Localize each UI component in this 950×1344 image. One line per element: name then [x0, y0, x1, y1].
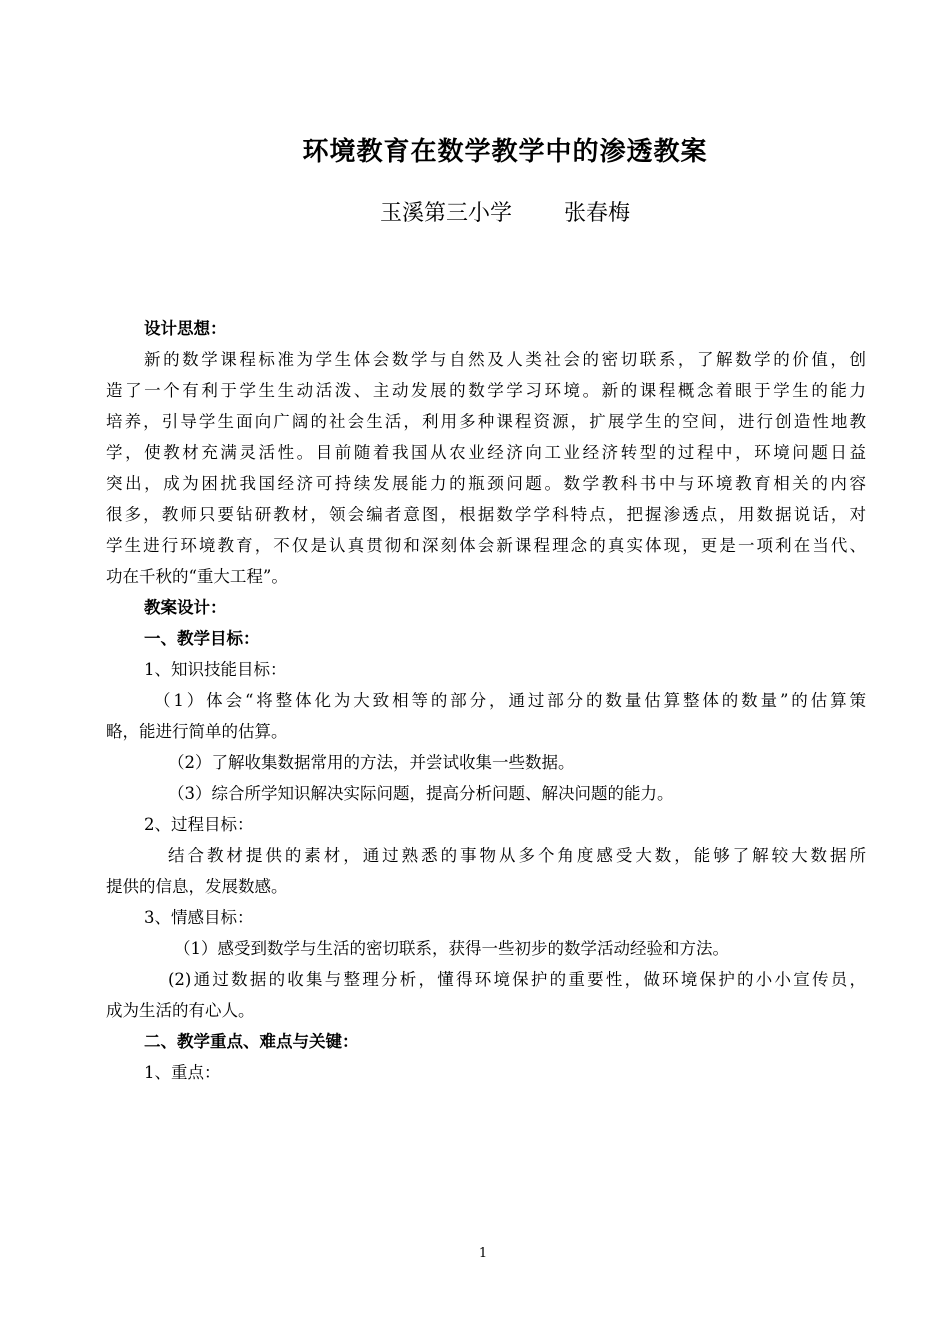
knowledge-item-2: （2）了解收集数据常用的方法，并尝试收集一些数据。: [168, 753, 575, 772]
knowledge-item-1-cont: 略，能进行简单的估算。: [106, 722, 288, 741]
page-number: 1: [478, 1246, 488, 1261]
knowledge-goal-label: 1、知识技能目标：: [144, 660, 287, 679]
document-title: 环境教育在数学教学中的渗透教案: [302, 137, 708, 167]
process-goal-label: 2、过程目标：: [144, 815, 254, 834]
emotion-item-1: （1）感受到数学与生活的密切联系，获得一些初步的数学活动经验和方法。: [174, 939, 729, 958]
byline: [0, 197, 950, 231]
design-idea-heading: 设计思想：: [144, 319, 227, 338]
goals-heading: 一、教学目标：: [144, 629, 260, 648]
author-name: 张春梅: [564, 201, 631, 226]
design-idea-line: 学，使教材充满灵活性。目前随着我国从农业经济向工业经济转型的过程中，环境问题日益: [106, 443, 866, 462]
emotion-goal-label: 3、情感目标：: [144, 908, 254, 927]
emotion-item-2: (2)通过数据的收集与整理分析，懂得环境保护的重要性，做环境保护的小小宣传员，: [168, 970, 866, 989]
key-points-heading: 二、教学重点、难点与关键：: [144, 1032, 359, 1051]
document-body: [106, 313, 866, 1088]
key-point-1: 1、重点：: [144, 1063, 221, 1082]
process-goal-text-cont: 提供的信息，发展数感。: [106, 877, 288, 896]
plan-heading: 教案设计：: [144, 598, 227, 617]
design-idea-line: 学生进行环境教育，不仅是认真贯彻和深刻体会新课程理念的真实体现，更是一项利在当代、: [106, 536, 866, 555]
knowledge-item-3: （3）综合所学知识解决实际问题，提高分析问题、解决问题的能力。: [168, 784, 674, 803]
design-idea-line: 突出，成为困扰我国经济可持续发展能力的瓶颈问题。数学教科书中与环境教育相关的内容: [106, 474, 866, 493]
school-name: 玉溪第三小学: [379, 201, 512, 226]
design-idea-line: 培养，引导学生面向广阔的社会生活，利用多种课程资源，扩展学生的空间，进行创造性地教: [106, 412, 866, 431]
emotion-item-2-cont: 成为生活的有心人。: [106, 1001, 255, 1020]
process-goal-text: 结合教材提供的素材，通过熟悉的事物从多个角度感受大数，能够了解较大数据所: [168, 846, 866, 865]
design-idea-line: 新的数学课程标准为学生体会数学与自然及人类社会的密切联系，了解数学的价值，创: [144, 350, 866, 369]
design-idea-line: 造了一个有利于学生生动活泼、主动发展的数学学习环境。新的课程概念着眼于学生的能力: [106, 381, 866, 400]
knowledge-item-1: （1）体会“将整体化为大致相等的部分，通过部分的数量估算整体的数量”的估算策: [154, 691, 866, 710]
design-idea-line: 很多，教师只要钻研教材，领会编者意图，根据数学学科特点，把握渗透点，用数据说话，对: [106, 505, 866, 524]
design-idea-line: 功在千秋的“重大工程”。: [106, 567, 288, 586]
